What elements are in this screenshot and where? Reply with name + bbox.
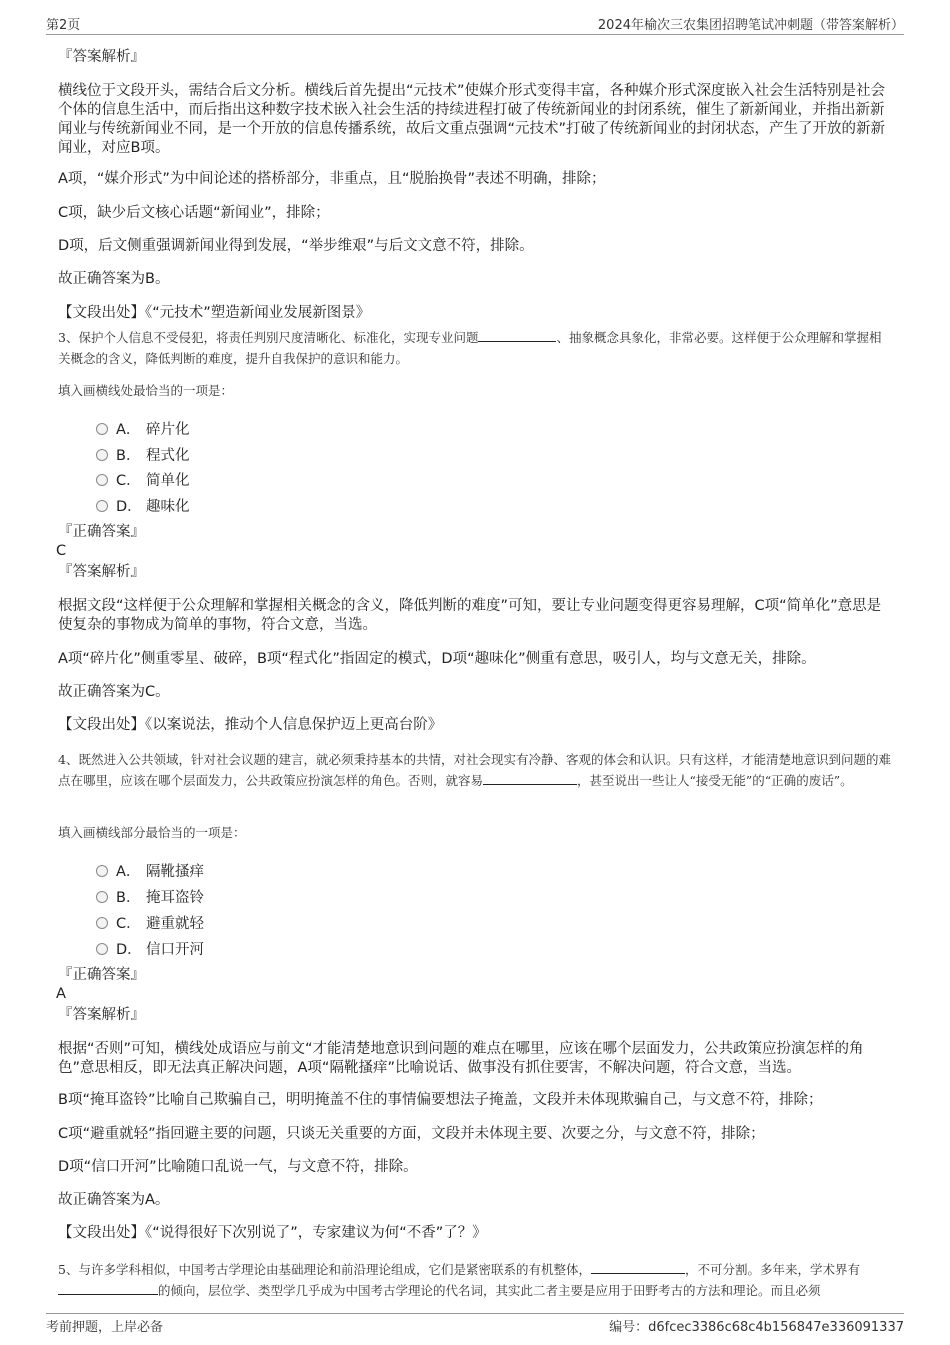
radio-icon[interactable] xyxy=(96,917,108,929)
q4-answer: A xyxy=(56,986,66,1002)
radio-icon[interactable] xyxy=(96,943,108,955)
page-header xyxy=(46,14,904,35)
q4-stem xyxy=(58,749,892,791)
q2-analysis-label: 『答案解析』 xyxy=(58,49,145,65)
q5-stem xyxy=(58,1259,892,1301)
q3-answer: C xyxy=(56,543,67,559)
q4-option-c[interactable]: C． 避重就轻 xyxy=(96,912,204,933)
q2-analysis: 横线位于文段开头，需结合后文分析。横线后首先提出“元技术”使媒介形式变得丰富，各种媒介形式深度嵌入社会生活特别是社会个体的信息生活中，而后指出这种数字技术嵌入社会生活的持续进程打破了传统新闻业的封闭系统，催生了新新闻业，并指出新新闻业与传统新闻业不同，是一个开放的信息传播系统，故后文重点强调“元技术”打破了传统新闻业的封闭状态，产生了开放的新新闻业，对应B项。 xyxy=(58,83,886,156)
q4-option-c-note: C项“避重就轻”指回避主要的问题，只谈无关重要的方面，文段并未体现主要、次要之分，与文意不符，排除； xyxy=(58,1126,765,1142)
q5-blank-1 xyxy=(591,1261,685,1274)
q4-option-a[interactable]: A． 隔靴搔痒 xyxy=(96,860,204,881)
radio-icon[interactable] xyxy=(96,423,108,435)
q4-stem-after: ，甚至说出一些让人“接受无能”的“正确的废话”。 xyxy=(577,773,853,788)
q3-option-c[interactable]: C． 简单化 xyxy=(96,469,190,490)
q3-analysis-label: 『答案解析』 xyxy=(58,564,145,580)
q2-source: 【文段出处】《“元技术”塑造新闻业发展新图景》 xyxy=(58,305,371,321)
q4-blank xyxy=(483,772,577,785)
q3-option-d[interactable]: D． 趣味化 xyxy=(96,495,190,516)
page-footer xyxy=(46,1313,904,1336)
document-title: 2024年榆次三农集团招聘笔试冲刺题（带答案解析） xyxy=(597,18,904,33)
q3-others: A项“碎片化”侧重零星、破碎，B项“程式化”指固定的模式，D项“趣味化”侧重有意思，吸引人，均与文意无关，排除。 xyxy=(58,651,816,667)
q3-blank xyxy=(478,329,556,342)
q2-option-c-note: C项，缺少后文核心话题“新闻业”，排除； xyxy=(58,205,330,221)
q3-stem-after: 、抽象概念具象化，非常必要。这样便于公众理解和掌握相关概念的含义，降低判断的难度，提升自我保护的意识和能力。 xyxy=(58,330,882,366)
q5-part1: 5、与许多学科相似，中国考古学理论由基础理论和前沿理论组成，它们是紧密联系的有机整体， xyxy=(58,1262,591,1277)
q4-option-b[interactable]: B． 掩耳盗铃 xyxy=(96,886,204,907)
q3-conclusion: 故正确答案为C。 xyxy=(58,684,170,700)
q4-analysis-label: 『答案解析』 xyxy=(58,1007,145,1023)
q4-answer-label: 『正确答案』 xyxy=(58,967,145,983)
q4-stem-before: 4、既然进入公共领域，针对社会议题的建言，就必须秉持基本的共情，对社会现实有冷静、客观的体会和认识。只有这样，才能清楚地意识到问题的难点在哪里，应该在哪个层面发力，公共政策应扮演怎样的角色。否则，就容易 xyxy=(58,752,891,788)
radio-icon[interactable] xyxy=(96,500,108,512)
footer-slogan: 考前押题，上岸必备 xyxy=(46,1320,164,1335)
radio-icon[interactable] xyxy=(96,449,108,461)
q3-option-a[interactable]: A． 碎片化 xyxy=(96,418,190,439)
q3-source: 【文段出处】《以案说法，推动个人信息保护迈上更高台阶》 xyxy=(58,717,443,733)
radio-icon[interactable] xyxy=(96,865,108,877)
document-id: 编号：d6fcec3386c68c4b156847e336091337 xyxy=(609,1320,904,1335)
q2-option-d-note: D项，后文侧重强调新闻业得到发展，“举步维艰”与后文文意不符，排除。 xyxy=(58,238,534,254)
q4-source: 【文段出处】《“说得很好下次别说了”，专家建议为何“不香”了？》 xyxy=(58,1225,487,1241)
page-number: 第2页 xyxy=(46,18,81,33)
q3-option-b[interactable]: B． 程式化 xyxy=(96,444,190,465)
q3-stem-before: 3、保护个人信息不受侵犯，将责任判别尺度清晰化、标准化，实现专业问题 xyxy=(58,330,479,345)
radio-icon[interactable] xyxy=(96,891,108,903)
q4-analysis: 根据“否则”可知，横线处成语应与前文“才能清楚地意识到问题的难点在哪里，应该在哪个层面发力，公共政策应扮演怎样的角色”意思相反，即无法真正解决问题，A项“隔靴搔痒”比喻说话、做事没有抓住要害，不解决问题，符合文意，当选。 xyxy=(58,1041,864,1076)
q3-analysis: 根据文段“这样便于公众理解和掌握相关概念的含义，降低判断的难度”可知，要让专业问题变得更容易理解，C项“简单化”意思是使复杂的事物成为简单的事物，符合文意，当选。 xyxy=(58,598,882,633)
q3-prompt: 填入画横线处最恰当的一项是： xyxy=(58,383,234,398)
q2-conclusion: 故正确答案为B。 xyxy=(58,271,170,287)
q3-answer-label: 『正确答案』 xyxy=(58,524,145,540)
radio-icon[interactable] xyxy=(96,474,108,486)
q4-conclusion: 故正确答案为A。 xyxy=(58,1192,170,1208)
q4-option-d[interactable]: D． 信口开河 xyxy=(96,938,204,959)
q5-part2: ，不可分割。多年来，学术界有 xyxy=(684,1262,860,1277)
q5-blank-2 xyxy=(58,1282,158,1295)
q4-option-b-note: B项“掩耳盗铃”比喻自己欺骗自己，明明掩盖不住的事情偏要想法子掩盖，文段并未体现欺骗自己，与文意不符，排除； xyxy=(58,1092,823,1108)
q4-prompt: 填入画横线部分最恰当的一项是： xyxy=(58,825,246,840)
q2-option-a-note: A项，“媒介形式”为中间论述的搭桥部分，非重点，且“脱胎换骨”表述不明确，排除； xyxy=(58,171,606,187)
q4-option-d-note: D项“信口开河”比喻随口乱说一气，与文意不符，排除。 xyxy=(58,1159,418,1175)
q3-stem xyxy=(58,327,892,369)
q5-part3: 的倾向，层位学、类型学几乎成为中国考古学理论的代名词，其实此二者主要是应用于田野考古的方法和理论。而且必须 xyxy=(158,1283,821,1298)
